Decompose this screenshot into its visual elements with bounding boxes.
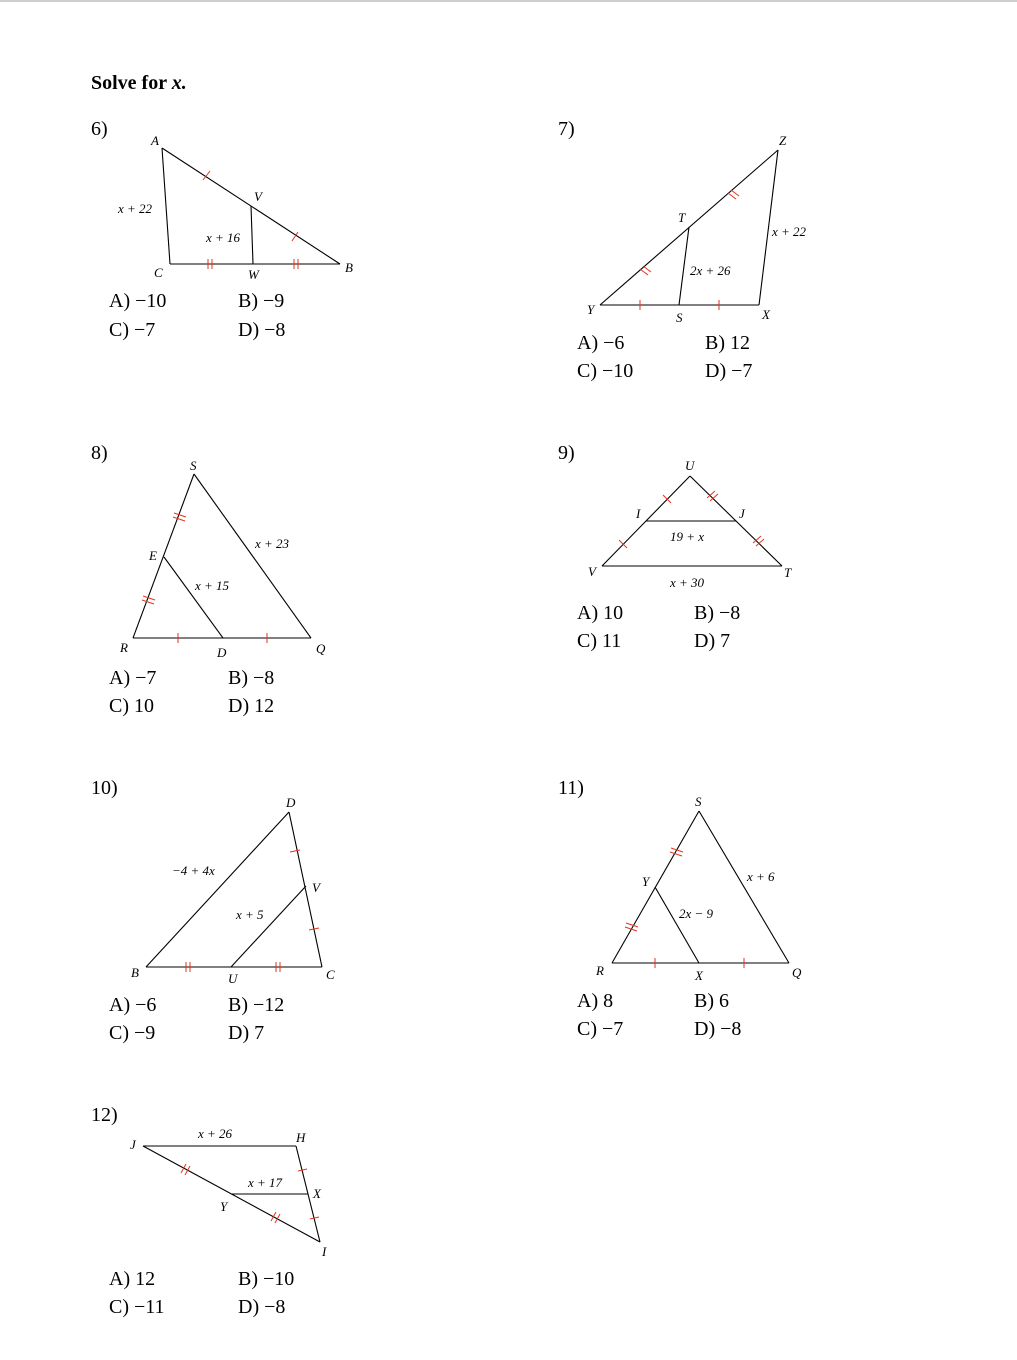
problem-12-side-top: x + 26 <box>198 1126 233 1141</box>
problem-11-side-mid: 2x − 9 <box>679 906 714 921</box>
problem-10-label-D: D <box>286 795 296 810</box>
problem-12-choice-d: D) −8 <box>238 1296 286 1318</box>
problem-8-choice-b: B) −8 <box>228 667 275 689</box>
problem-6-choice-d: D) −8 <box>238 319 286 341</box>
problem-7-label-S: S <box>676 310 683 325</box>
problem-7-choice-b: B) 12 <box>705 332 750 354</box>
problem-9-side-base: x + 30 <box>670 575 705 590</box>
problem-7-choice-d: D) −7 <box>705 360 753 382</box>
problem-6-choice-b: B) −9 <box>238 290 285 312</box>
problem-8-number: 8) <box>91 442 108 464</box>
problem-8-label-Q: Q <box>316 641 326 656</box>
problem-9-label-V: V <box>588 564 596 579</box>
problem-8-side-mid: x + 15 <box>195 578 230 593</box>
problem-8-label-S: S <box>190 458 197 473</box>
problem-9-label-T: T <box>784 565 792 580</box>
problem-7-choice-c: C) −10 <box>577 360 634 382</box>
problem-9-choice-b: B) −8 <box>694 602 741 624</box>
problem-7-label-X: X <box>762 307 770 322</box>
problem-11-choice-d: D) −8 <box>694 1018 742 1040</box>
problem-11-choice-a: A) 8 <box>577 990 614 1012</box>
problem-11-label-X: X <box>695 968 703 983</box>
problem-10-choice-a: A) −6 <box>109 994 157 1016</box>
problem-6-label-A: A <box>151 133 159 148</box>
problem-9-number: 9) <box>558 442 575 464</box>
problem-8-label-R: R <box>120 640 128 655</box>
problem-7-label-Y: Y <box>587 302 595 317</box>
problem-11-choice-b: B) 6 <box>694 990 729 1012</box>
problem-6-label-W: W <box>248 267 259 282</box>
problem-12-label-J: J <box>130 1137 136 1152</box>
problem-12-label-I: I <box>322 1244 327 1259</box>
problem-7-side-right: x + 22 <box>772 224 807 239</box>
problem-11-label-R: R <box>596 963 604 978</box>
problem-9-label-I: I <box>636 506 641 521</box>
problem-7-label-Z: Z <box>779 133 787 148</box>
problem-12-label-H: H <box>296 1130 306 1145</box>
problem-10-choice-b: B) −12 <box>228 994 285 1016</box>
problem-9-label-U: U <box>685 458 695 473</box>
problem-12-side-mid: x + 17 <box>248 1175 283 1190</box>
problem-7-side-mid: 2x + 26 <box>690 263 731 278</box>
problem-10-label-B: B <box>131 965 139 980</box>
problem-11-choice-c: C) −7 <box>577 1018 624 1040</box>
problem-6-side-mid: x + 16 <box>206 230 241 245</box>
problem-11-label-Y: Y <box>642 874 650 889</box>
problem-9-side-mid: 19 + x <box>670 529 705 544</box>
problem-8-label-D: D <box>217 645 227 660</box>
problem-9-label-J: J <box>739 506 745 521</box>
problem-10-choice-c: C) −9 <box>109 1022 156 1044</box>
problem-6-label-B: B <box>345 260 353 275</box>
problem-6-choice-c: C) −7 <box>109 319 156 341</box>
problem-10-number: 10) <box>91 777 118 799</box>
problem-11-side-right: x + 6 <box>747 869 775 884</box>
problem-10-label-V: V <box>312 880 320 895</box>
problem-9-choice-a: A) 10 <box>577 602 624 624</box>
problem-10-label-U: U <box>228 971 238 986</box>
problem-11-label-Q: Q <box>792 965 802 980</box>
problem-6-label-V: V <box>254 189 262 204</box>
problem-6-label-C: C <box>154 265 163 280</box>
instructions-variable: x. <box>171 72 187 94</box>
problem-12-number: 12) <box>91 1104 118 1126</box>
problem-10-side-left: −4 + 4x <box>172 863 215 878</box>
instructions-text: Solve for <box>91 72 172 94</box>
problem-12-label-Y: Y <box>220 1199 228 1214</box>
problem-12-choice-a: A) 12 <box>109 1268 156 1290</box>
problem-12-choice-b: B) −10 <box>238 1268 295 1290</box>
problem-12-choice-c: C) −11 <box>109 1296 165 1318</box>
problem-10-label-C: C <box>326 967 335 982</box>
problem-8-label-E: E <box>149 548 157 563</box>
problem-10-choice-d: D) 7 <box>228 1022 265 1044</box>
problem-10-side-mid: x + 5 <box>236 907 264 922</box>
problem-6-choice-a: A) −10 <box>109 290 167 312</box>
problem-8-choice-a: A) −7 <box>109 667 157 689</box>
problem-11-number: 11) <box>558 777 584 799</box>
problem-12-label-X: X <box>313 1186 321 1201</box>
problem-8-choice-c: C) 10 <box>109 695 154 717</box>
problem-7-label-T: T <box>678 210 686 225</box>
problem-7-number: 7) <box>558 118 575 140</box>
problem-6-side-left: x + 22 <box>118 201 153 216</box>
problem-9-choice-c: C) 11 <box>577 630 622 652</box>
problem-8-choice-d: D) 12 <box>228 695 275 717</box>
problem-11-label-S: S <box>695 794 702 809</box>
problem-8-side-right: x + 23 <box>255 536 290 551</box>
problem-7-choice-a: A) −6 <box>577 332 625 354</box>
problem-6-number: 6) <box>91 118 108 140</box>
problem-9-choice-d: D) 7 <box>694 630 731 652</box>
